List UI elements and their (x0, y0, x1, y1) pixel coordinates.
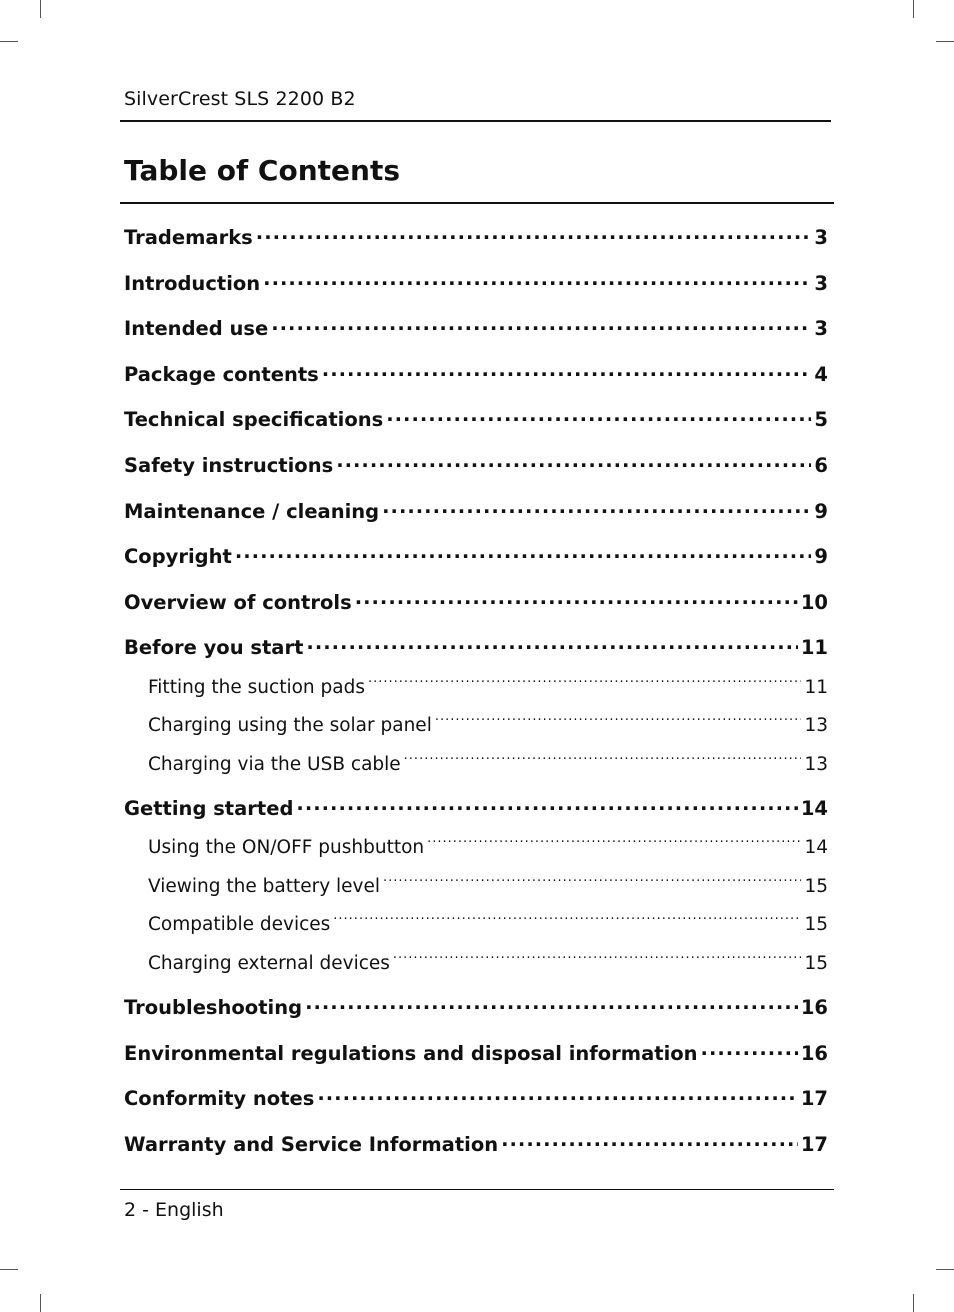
page-title: Table of Contents (124, 154, 401, 187)
dot-leader (296, 796, 797, 816)
toc-entry-title: Charging external devices (148, 953, 390, 974)
toc-entry[interactable] (124, 1039, 828, 1069)
dot-leader (435, 713, 802, 732)
dot-leader (263, 271, 811, 291)
toc-entry-title: Compatible devices (148, 914, 331, 935)
toc-entry-page-number: 6 (814, 454, 828, 477)
toc-entry-page-number: 16 (800, 996, 828, 1019)
crop-mark (40, 1294, 41, 1312)
toc-entry[interactable] (124, 794, 828, 824)
crop-mark (936, 1269, 954, 1270)
toc-entry[interactable] (124, 223, 828, 253)
dot-leader (501, 1132, 798, 1152)
dot-leader (393, 951, 802, 970)
toc-entry-page-number: 3 (814, 226, 828, 249)
toc-entry-title: Overview of controls (124, 591, 352, 614)
toc-entry-title: Before you start (124, 636, 304, 659)
crop-mark (913, 0, 914, 18)
toc-entry-title: Maintenance / cleaning (124, 500, 380, 523)
toc-entry-page-number: 15 (804, 914, 828, 935)
toc-entry-title: Viewing the battery level (148, 876, 381, 897)
toc-entry[interactable] (148, 712, 828, 740)
dot-leader (382, 499, 811, 519)
toc-entry-page-number: 15 (804, 876, 828, 897)
dot-leader (701, 1041, 798, 1061)
toc-entry[interactable] (124, 314, 828, 344)
toc-entry-title: Trademarks (124, 226, 253, 249)
toc-entry-page-number: 14 (800, 797, 828, 820)
dot-leader (235, 544, 812, 564)
crop-mark (0, 1269, 18, 1270)
toc-entry[interactable] (124, 360, 828, 390)
toc-entry-title: Technical specifications (124, 408, 384, 431)
toc-entry-page-number: 4 (814, 363, 828, 386)
toc-entry[interactable] (124, 269, 828, 299)
crop-mark (913, 1294, 914, 1312)
toc-entry-title: Charging via the USB cable (148, 754, 401, 775)
toc-entry[interactable] (124, 497, 828, 527)
toc-entry-page-number: 11 (804, 677, 828, 698)
dot-leader (336, 453, 811, 473)
dot-leader (256, 225, 812, 245)
dot-leader (305, 995, 798, 1015)
toc-entry-title: Introduction (124, 272, 261, 295)
toc-entry-page-number: 14 (804, 837, 828, 858)
dot-leader (368, 675, 801, 694)
toc-entry-page-number: 5 (814, 408, 828, 431)
toc-entry-title: Fitting the suction pads (148, 677, 365, 698)
toc-entry-page-number: 13 (804, 715, 828, 736)
dot-leader (404, 752, 802, 771)
toc-entry-title: Conformity notes (124, 1087, 315, 1110)
toc-entry-title: Warranty and Service Information (124, 1133, 499, 1156)
toc-entry-title: Environmental regulations and disposal information (124, 1042, 698, 1065)
dot-leader (317, 1086, 798, 1106)
toc-entry[interactable] (148, 873, 828, 901)
toc-entry-page-number: 17 (800, 1087, 828, 1110)
toc-entry-title: Copyright (124, 545, 232, 568)
dot-leader (355, 590, 798, 610)
toc-entry-title: Charging using the solar panel (148, 715, 432, 736)
dot-leader (427, 835, 801, 854)
dot-leader (333, 912, 801, 931)
toc-entry[interactable] (124, 993, 828, 1023)
toc-entry-page-number: 3 (814, 272, 828, 295)
toc-entry[interactable] (148, 950, 828, 978)
header-rule (120, 120, 831, 122)
toc-entry[interactable] (124, 1084, 828, 1114)
crop-mark (40, 0, 41, 18)
toc-entry-title: Package contents (124, 363, 319, 386)
toc-entry-page-number: 13 (804, 754, 828, 775)
toc-entry-title: Using the ON/OFF pushbutton (148, 837, 425, 858)
toc-entry-page-number: 15 (804, 953, 828, 974)
page-number-footer: 2 - English (124, 1199, 224, 1221)
crop-mark (0, 41, 18, 42)
toc-entry[interactable] (148, 674, 828, 702)
toc-entry[interactable] (124, 633, 828, 663)
footer-rule (120, 1189, 834, 1190)
toc-entry[interactable] (148, 751, 828, 779)
toc-entry-page-number: 9 (814, 545, 828, 568)
toc-entry-page-number: 16 (800, 1042, 828, 1065)
toc-entry-page-number: 11 (800, 636, 828, 659)
running-header: SilverCrest SLS 2200 B2 (124, 88, 356, 110)
toc-entry-page-number: 9 (814, 500, 828, 523)
toc-entry[interactable] (124, 1130, 828, 1160)
toc-entry[interactable] (124, 588, 828, 618)
dot-leader (322, 362, 812, 382)
dot-leader (271, 316, 811, 336)
toc-entry[interactable] (124, 451, 828, 481)
toc-entry-page-number: 10 (800, 591, 828, 614)
title-rule (120, 202, 834, 204)
toc-entry-title: Getting started (124, 797, 294, 820)
dot-leader (386, 407, 811, 427)
toc-entry[interactable] (148, 834, 828, 862)
toc-entry[interactable] (124, 542, 828, 572)
dot-leader (306, 635, 797, 655)
toc-entry-title: Safety instructions (124, 454, 334, 477)
crop-mark (936, 41, 954, 42)
toc-entry[interactable] (124, 405, 828, 435)
toc-entry-page-number: 17 (800, 1133, 828, 1156)
toc-entry[interactable] (148, 911, 828, 939)
toc-entry-page-number: 3 (814, 317, 828, 340)
toc-entry-title: Troubleshooting (124, 996, 303, 1019)
dot-leader (383, 874, 801, 893)
toc-entry-title: Intended use (124, 317, 269, 340)
